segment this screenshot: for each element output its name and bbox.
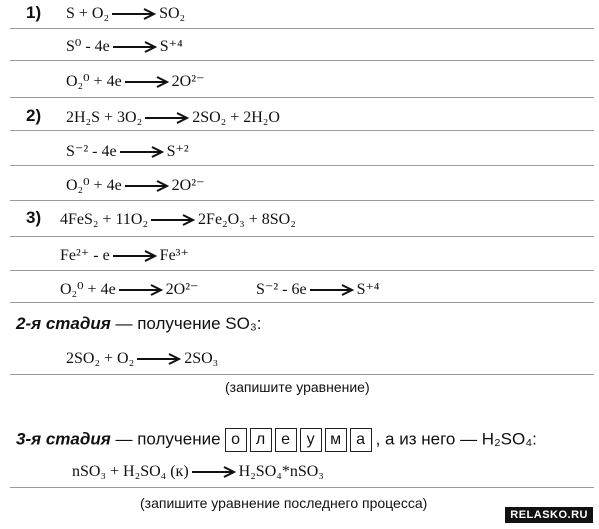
ruled-line (10, 302, 594, 303)
equation-right: 2SO₂ + 2H₂O (192, 109, 280, 126)
right-arrow-icon (120, 146, 164, 158)
letter-box: л (250, 428, 272, 452)
equation-3-oxygen (60, 280, 198, 300)
letter-box: е (275, 428, 297, 452)
equation-right: 2O²⁻ (165, 281, 199, 298)
equation-right: S⁺² (166, 143, 189, 160)
equation-1-main (66, 4, 185, 24)
ruled-line (10, 60, 594, 61)
letter-box: а (350, 428, 372, 452)
equation-left: S⁻² - 4e (66, 143, 117, 160)
equation-left: S⁻² - 6e (256, 281, 307, 298)
stage-3-text-before: — получение (110, 429, 221, 449)
section-2-number: 2) (26, 106, 42, 125)
equation-left: S⁰ - 4e (66, 38, 110, 55)
ruled-line (10, 236, 594, 237)
equation-left: nSO₃ + H₂SO₄ (к) (72, 463, 189, 480)
equation-left: 2H₂S + 3O₂ (66, 109, 143, 126)
equation-left: O₂⁰ + 4e (66, 177, 122, 194)
watermark: RELASKO.RU (505, 507, 593, 523)
equation-right: S⁺⁴ (159, 38, 183, 55)
ruled-line (10, 487, 594, 488)
right-arrow-icon (310, 284, 354, 296)
right-arrow-icon (192, 466, 236, 478)
equation-3-sulfur (256, 280, 380, 300)
equation-2-reduction (66, 176, 204, 196)
ruled-line (10, 165, 594, 166)
right-arrow-icon (125, 76, 169, 88)
equation-right: Fe³⁺ (159, 247, 189, 264)
equation-right: 2Fe₂O₃ + 8SO₂ (198, 211, 296, 228)
equation-right: 2O²⁻ (171, 73, 205, 90)
stage-3-label: 3-я стадия (16, 429, 111, 449)
right-arrow-icon (113, 250, 157, 262)
section-1-number: 1) (26, 3, 42, 22)
ruled-line (10, 374, 594, 375)
equation-right: 2SO₃ (184, 350, 219, 367)
equation-2-oxidation (66, 142, 189, 162)
equation-left: 4FeS₂ + 11O₂ (60, 211, 149, 228)
equation-left: O₂⁰ + 4e (66, 73, 122, 90)
stage-3-text-after: , а из него — H₂SO₄: (375, 429, 537, 449)
letter-boxes (225, 428, 372, 452)
ruled-line (10, 270, 594, 271)
equation-1-oxidation (66, 37, 183, 57)
right-arrow-icon (112, 8, 156, 20)
equation-right: H₂SO₄*nSO₃ (238, 463, 324, 480)
right-arrow-icon (145, 112, 189, 124)
right-arrow-icon (151, 214, 195, 226)
ruled-line (10, 130, 594, 131)
ruled-line (10, 97, 594, 98)
equation-left: O₂⁰ + 4e (60, 281, 116, 298)
right-arrow-icon (119, 284, 163, 296)
equation-left: 2SO₂ + O₂ (66, 350, 135, 367)
equation-right: S⁺⁴ (356, 281, 380, 298)
right-arrow-icon (137, 353, 181, 365)
stage-2-label: 2-я стадия (16, 314, 111, 333)
right-arrow-icon (125, 180, 169, 192)
ruled-line (10, 28, 594, 29)
equation-3-iron (60, 246, 189, 266)
stage-3-caption: (запишите уравнение последнего процесса) (140, 495, 428, 511)
stage-2-caption: (запишите уравнение) (225, 379, 370, 395)
ruled-line (10, 200, 594, 201)
equation-stage-3 (72, 462, 324, 482)
equation-right: 2O²⁻ (171, 177, 205, 194)
equation-left: S + O₂ (66, 5, 110, 22)
right-arrow-icon (113, 41, 157, 53)
equation-1-reduction (66, 72, 204, 92)
equation-2-main (66, 108, 280, 128)
section-3-number: 3) (26, 208, 42, 227)
equation-left: Fe²⁺ - e (60, 247, 110, 264)
stage-2-heading (16, 314, 262, 334)
stage-3-heading (16, 428, 537, 452)
letter-box: о (225, 428, 247, 452)
stage-2-text: — получение SO₃: (110, 314, 262, 333)
equation-stage-2 (66, 349, 218, 369)
letter-box: у (300, 428, 322, 452)
letter-box: м (325, 428, 347, 452)
equation-3-main (60, 210, 296, 230)
equation-right: SO₂ (159, 5, 186, 22)
